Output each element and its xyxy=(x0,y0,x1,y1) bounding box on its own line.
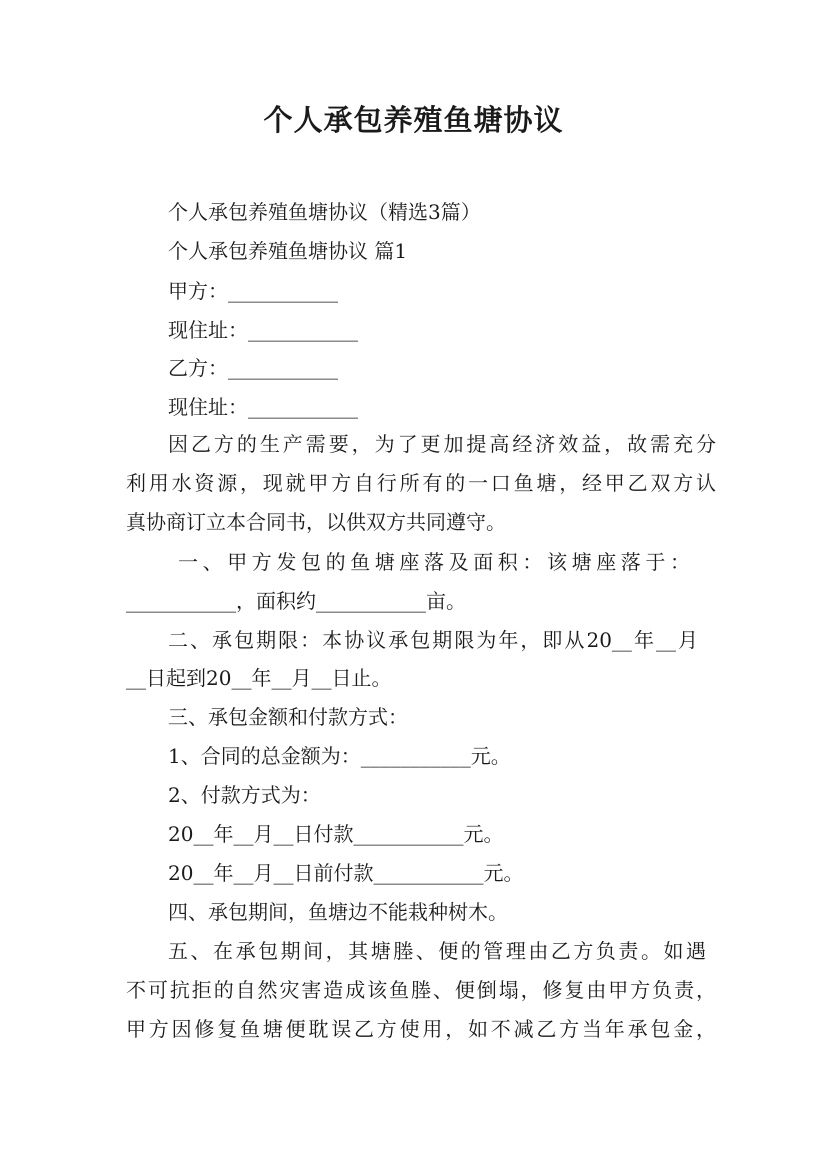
document-title: 个人承包养殖鱼塘协议 xyxy=(263,103,564,137)
clause-5-line: 五、在承包期间，其塘塍、便的管理由乙方负责。如遇 xyxy=(168,939,706,963)
clause-2-line: __日起到20__年__月__日止。 xyxy=(126,666,392,690)
paragraph-line: 利用水资源，现就甲方自行所有的一口鱼塘，经甲乙双方认 xyxy=(126,471,716,495)
party-b-field: 乙方：___________ xyxy=(168,356,338,380)
clause-3-line: 1、合同的总金额为：___________元。 xyxy=(168,744,511,768)
paragraph-line: 因乙方的生产需要，为了更加提高经济效益，故需充分 xyxy=(168,432,716,456)
clause-3-line: 2、付款方式为： xyxy=(168,783,321,807)
clause-1-line: ___________，面积约___________亩。 xyxy=(126,589,466,613)
clause-3-heading: 三、承包金额和付款方式： xyxy=(168,705,408,729)
clause-4-line: 四、承包期间，鱼塘边不能栽种树木。 xyxy=(168,900,508,924)
clause-2-line: 二、承包期限：本协议承包期限为年，即从20__年__月 xyxy=(168,628,698,652)
party-a-field: 甲方：___________ xyxy=(168,279,338,303)
clause-5-line: 甲方因修复鱼塘便耽误乙方使用，如不减乙方当年承包金， xyxy=(126,1017,716,1041)
clause-1-line: 一、甲方发包的鱼塘座落及面积：该塘座落于： xyxy=(178,550,690,574)
clause-3-line: 20__年__月__日前付款___________元。 xyxy=(168,861,524,885)
section-heading: 个人承包养殖鱼塘协议 篇1 xyxy=(168,239,408,263)
party-b-address-field: 现住址：___________ xyxy=(168,395,358,419)
clause-3-line: 20__年__月__日付款___________元。 xyxy=(168,822,504,846)
paragraph-line: 真协商订立本合同书，以供双方共同遵守。 xyxy=(126,510,506,534)
party-a-address-field: 现住址：___________ xyxy=(168,318,358,342)
clause-5-line: 不可抗拒的自然灾害造成该鱼塍、便倒塌，修复由甲方负责， xyxy=(126,978,716,1002)
subtitle: 个人承包养殖鱼塘协议（精选3篇） xyxy=(168,200,481,224)
